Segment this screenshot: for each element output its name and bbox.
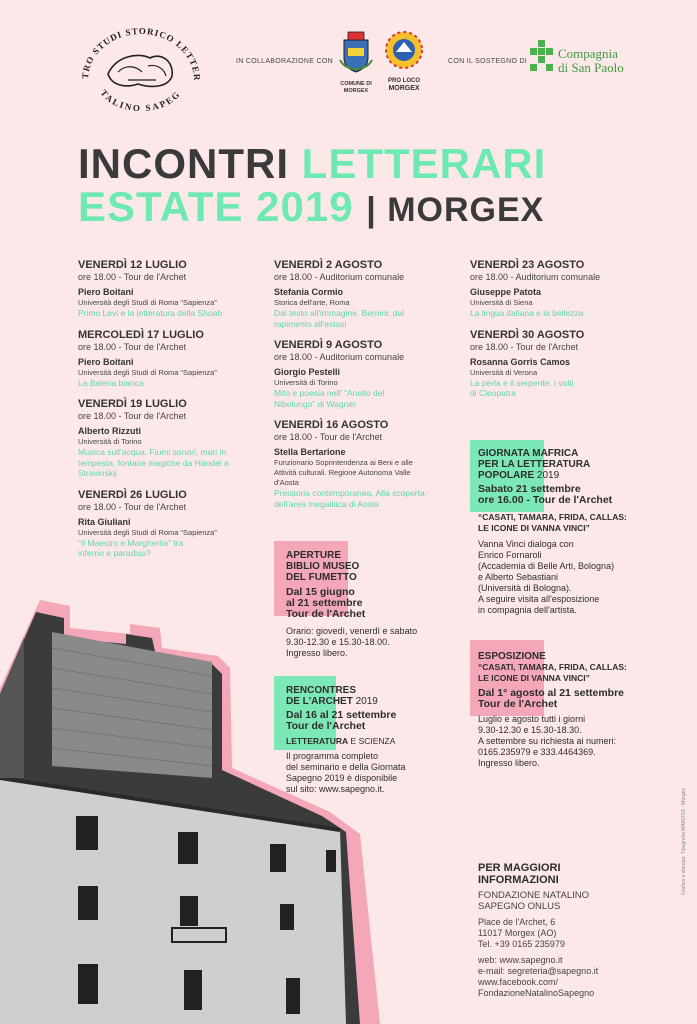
sapegno-seal-icon (78, 22, 204, 118)
event-speaker: Giuseppe Patota (470, 287, 542, 297)
info-foundation-1: FONDAZIONE NATALINO (478, 890, 590, 901)
event-9-agosto (274, 339, 459, 409)
event-title: Musica sull'acqua. Fiumi sonori, mari in tempesta, fontane magiche da Händel a Stravinskij (78, 447, 229, 478)
esposizione-quote-1: “CASATI, TAMARA, FRIDA, CALLAS: (478, 662, 627, 672)
support-label: CON IL SOSTEGNO DI (448, 58, 528, 65)
giornata-quote-2: LE ICONE DI VANNA VINCI” (478, 523, 590, 533)
event-date: VENERDÌ 9 AGOSTO (274, 339, 383, 351)
event-affiliation: Università degli Studi di Roma “Sapienza” (78, 527, 217, 537)
event-date: VENERDÌ 16 AGOSTO (274, 419, 389, 431)
event-affiliation: Università di Verona (470, 367, 538, 377)
event-speaker: Rosanna Gorris Camos (470, 356, 571, 367)
coat-of-arms-icon (336, 30, 376, 74)
event-title: La lingua italiana e la bellezza (470, 308, 584, 318)
proloco-label-1: PRO LOCO (387, 78, 420, 84)
event-16-agosto (274, 419, 459, 509)
esposizione-body-4: 0165.235979 e 333.4464369. (478, 747, 596, 757)
event-title: La perla e il serpente: i volti di Cleopatra (470, 377, 574, 398)
event-date: VENERDÌ 23 AGOSTO (470, 259, 585, 271)
giornata-heading-1: GIORNATA MAFRICA (478, 448, 579, 459)
event-date: VENERDÌ 12 LUGLIO (78, 259, 187, 271)
event-affiliation: Università di Torino (274, 378, 338, 387)
event-title: “Il Maestro e Margherita” tra inferno e paradiso? (78, 537, 184, 558)
event-affiliation: Università degli Studi di Roma “Sapienza” (78, 367, 217, 377)
info-heading-2: INFORMAZIONI (478, 874, 559, 886)
event-date: VENERDÌ 30 AGOSTO (470, 328, 585, 341)
sapegno-logo (78, 22, 204, 118)
printer-credit: Grafica e stampa: Tipografia MAROSS - Morgex (681, 788, 687, 895)
rencontres-body-2: del seminario e della Giornata (286, 762, 406, 772)
esposizione-body-5: Ingresso libero. (478, 758, 540, 768)
event-speaker: Stefania Cormio (274, 287, 344, 297)
esposizione-body-2: 9.30-12.30 e 15.30-18.30. (478, 725, 582, 735)
rencontres-body-4: sul sito: www.sapegno.it. (286, 784, 385, 794)
tour-de-l-archet-photo (0, 598, 380, 1024)
event-title: Preistoria contemporanea. Alla scoperta dell'area megalitica di Aosta (274, 488, 425, 509)
event-speaker: Piero Boitani (78, 356, 134, 367)
event-speaker: Alberto Rizzuti (78, 426, 141, 436)
info-address-1: Place de l'Archet, 6 (478, 917, 556, 927)
tower-building-icon (0, 598, 380, 1024)
info-email[interactable]: e-mail: segreteria@sapegno.it (478, 966, 599, 976)
info-facebook-1[interactable]: www.facebook.com/ (478, 977, 559, 987)
giornata-heading-3a: POPOLARE (478, 470, 535, 481)
giornata-time-place: ore 16.00 - Tour de l'Archet (478, 494, 613, 506)
collab-label: IN COLLABORAZIONE CON (236, 58, 333, 65)
giornata-section (478, 448, 678, 616)
event-date: VENERDÌ 19 LUGLIO (78, 398, 187, 410)
compagnia-logo-mark (530, 40, 554, 74)
title-word-incontri: INCONTRI (78, 140, 289, 187)
giornata-body-3: (Accademia di Belle Arti, Bologna) (478, 561, 615, 571)
event-time: ore 18.00 - Tour de l'Archet (78, 272, 187, 282)
rencontres-date: Dal 16 al 21 settembre (286, 709, 397, 721)
events-column-july (78, 259, 263, 569)
event-title: La Balena bianca (78, 377, 144, 388)
aperture-heading-1: APERTURE (286, 550, 342, 561)
event-2-agosto (274, 259, 459, 329)
giornata-body-5: (Università di Bologna). (478, 583, 572, 593)
esposizione-date: Dal 1° agosto al 21 settembre (478, 687, 625, 699)
giornata-body-2: Enrico Fornaroli (478, 550, 542, 560)
giornata-body-1: Vanna Vinci dialoga con (478, 539, 574, 549)
esposizione-body-1: Luglio e agosto tutti i giorni (478, 714, 586, 724)
title-word-estate: ESTATE 2019 (78, 183, 354, 230)
event-speaker: Piero Boitani (78, 287, 134, 297)
aperture-date-1: Dal 15 giugno (286, 586, 355, 598)
event-affiliation: Funzionario Soprintendenza ai Beni e alle Attività culturali. Regione Autonoma Valle d'Aosta (274, 458, 413, 487)
sun-icon (382, 30, 426, 72)
events-column-august-1 (274, 259, 459, 519)
aperture-body-3: Ingresso libero. (286, 648, 348, 658)
event-time: ore 18.00 - Auditorium comunale (274, 272, 405, 282)
aperture-place: Tour de l'Archet (286, 608, 366, 620)
event-23-agosto (470, 259, 670, 319)
esposizione-quote-2: LE ICONE DI VANNA VINCI” (478, 673, 590, 683)
proloco-label-2: MORGEX (388, 85, 420, 92)
event-time: ore 18.00 - Tour de l'Archet (78, 411, 187, 421)
event-date: VENERDÌ 2 AGOSTO (274, 259, 383, 271)
giornata-body-6: A seguire visita all'esposizione (478, 594, 600, 604)
info-address-2: 11017 Morgex (AO) (478, 928, 557, 938)
event-title: Dal testo all'immagine. Bernini: dal rapimento all'estasi (274, 308, 405, 329)
compagnia-logo-text (558, 47, 624, 75)
rencontres-subtitle-1: LETTERATURA (286, 736, 349, 746)
event-speaker: Stella Bertarione (274, 447, 346, 457)
svg-text:CENTRO STUDI STORICO LETTERARI (78, 22, 202, 82)
event-speaker: Giorgio Pestelli (274, 367, 341, 377)
giornata-heading-2: PER LA LETTERATURA (478, 459, 591, 470)
rencontres-body-3: Sapegno 2019 è disponibile (286, 773, 398, 783)
info-web[interactable]: web: www.sapegno.it (478, 955, 563, 965)
sponsor-line-1: Compagnia (558, 46, 618, 61)
event-date: MERCOLEDÌ 17 LUGLIO (78, 328, 204, 341)
aperture-body-1: Orario: giovedì, venerdì e sabato (286, 626, 418, 636)
event-speaker: Rita Giuliani (78, 516, 131, 527)
event-title: Primo Levi e la letteratura della Shoah (78, 308, 223, 318)
giornata-heading-3 (478, 470, 678, 481)
event-time: ore 18.00 - Auditorium comunale (470, 272, 601, 282)
event-affiliation: Università di Torino (78, 437, 142, 446)
event-time: ore 18.00 - Tour de l'Archet (78, 501, 187, 512)
main-title-line-2 (78, 183, 545, 231)
giornata-quote-1: “CASATI, TAMARA, FRIDA, CALLAS: (478, 512, 627, 522)
title-word-letterari: LETTERARI (301, 140, 547, 187)
event-17-luglio (78, 329, 263, 389)
esposizione-heading: ESPOSIZIONE (478, 651, 546, 662)
comune-label-1: COMUNE DI (340, 81, 372, 87)
event-12-luglio (78, 259, 263, 319)
sponsor-line-2: di San Paolo (558, 60, 624, 75)
info-section (478, 862, 598, 999)
event-affiliation: Università degli Studi di Roma “Sapienza” (78, 298, 217, 307)
giornata-body-7: in compagnia dell'artista. (478, 605, 577, 615)
event-time: ore 18.00 - Auditorium comunale (274, 352, 405, 362)
esposizione-place: Tour de l'Archet (478, 698, 558, 710)
event-26-luglio (78, 489, 263, 559)
event-date: VENERDÌ 26 LUGLIO (78, 488, 187, 501)
aperture-heading-2: BIBLIO MUSEO (286, 561, 360, 572)
event-time: ore 18.00 - Tour de l'Archet (78, 341, 187, 352)
info-phone: Tel. +39 0165 235979 (478, 939, 565, 949)
title-word-morgex: | MORGEX (366, 191, 545, 229)
org-arc-bottom: TALINO SAPEG (98, 87, 183, 114)
event-time: ore 18.00 - Tour de l'Archet (470, 341, 579, 352)
rencontres-subtitle-2: E SCIENZA (348, 736, 396, 746)
comune-label-2: MORGEX (343, 88, 369, 94)
info-facebook-2[interactable]: FondazioneNatalinoSapegno (478, 988, 595, 998)
giornata-body-4: e Alberto Sebastiani (478, 572, 559, 582)
event-19-luglio (78, 398, 263, 479)
event-affiliation: Storica dell'arte, Roma (274, 298, 350, 307)
events-column-august-2 (470, 259, 670, 409)
event-30-agosto (470, 329, 670, 399)
rencontres-heading-2a: DE L'ARCHET (286, 696, 353, 707)
event-time: ore 18.00 - Tour de l'Archet (274, 432, 383, 442)
rencontres-section (286, 685, 466, 795)
rencontres-heading-2b: 2019 (352, 696, 378, 707)
esposizione-section (478, 651, 678, 769)
event-affiliation: Università di Siena (470, 298, 533, 307)
rencontres-heading-1: RENCONTRES (286, 685, 357, 696)
giornata-date: Sabato 21 settembre (478, 483, 581, 495)
aperture-heading-3: DEL FUMETTO (286, 572, 357, 583)
aperture-body-2: 9.30-12.30 e 15.30-18.00. (286, 637, 390, 647)
info-foundation-2: SAPEGNO ONLUS (478, 901, 561, 912)
main-title-line-1 (78, 140, 547, 187)
org-arc-top: TRO STUDI STORICO LETTER (79, 25, 203, 82)
proloco-morgex-logo (382, 30, 426, 92)
aperture-date-2: al 21 settembre (286, 597, 363, 609)
comune-morgex-logo (336, 30, 376, 92)
rencontres-body-1: Il programma completo (286, 751, 379, 761)
cross-squares-icon (530, 40, 554, 74)
event-title: Mito e poesia nell' “Anello del Nibelungo” di Wagner (274, 388, 385, 409)
rencontres-place: Tour de l'Archet (286, 720, 366, 732)
aperture-section (286, 550, 466, 659)
esposizione-body-3: A settembre su richiesta ai numeri: (478, 736, 617, 746)
giornata-heading-3b: 2019 (534, 470, 560, 481)
info-heading-1: PER MAGGIORI (478, 862, 561, 874)
